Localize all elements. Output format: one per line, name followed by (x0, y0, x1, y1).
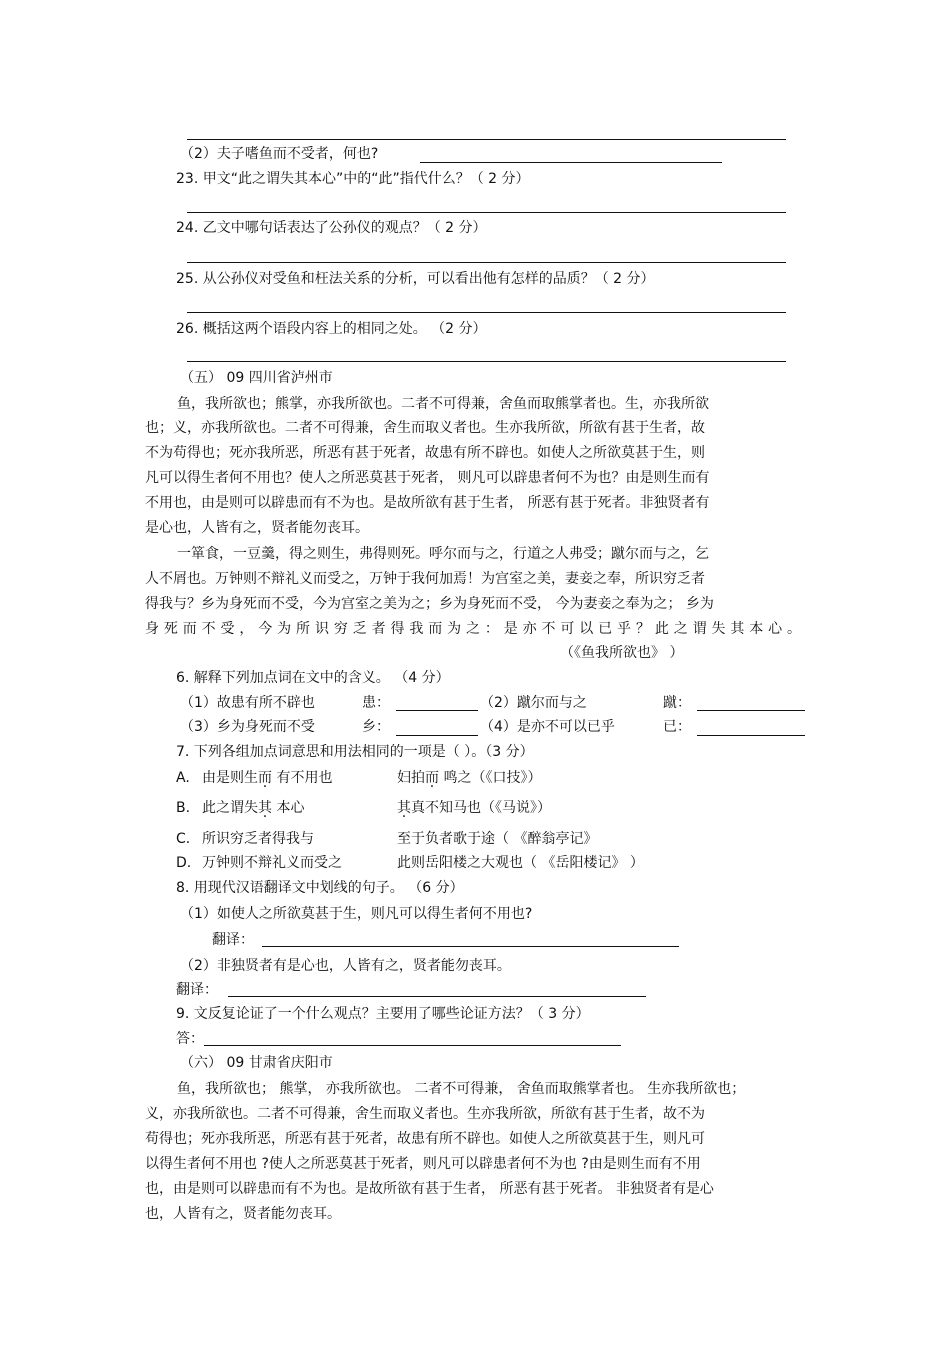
answer-line-25[interactable] (187, 312, 786, 313)
answer-line-24[interactable] (187, 262, 786, 263)
option-7-a-2-dotted: 而 (425, 770, 439, 786)
question-9-label: 答： (176, 1031, 204, 1047)
option-7-a-1-post: 有不用也 (272, 770, 333, 786)
passage-5-line-1: 鱼，我所欲也；熊掌，亦我所欲也。二者不可得兼，舍鱼而取熊掌者也。生，亦我所欲 (177, 396, 709, 412)
question-6-4: （4）是亦不可以已乎 (480, 719, 615, 735)
question-25: 25. 从公孙仪对受鱼和枉法关系的分析，可以看出他有怎样的品质？（ 2 分） (176, 271, 655, 287)
question-6-3-label: 乡： (362, 719, 390, 735)
option-7-b-1-post: 本心 (272, 800, 305, 816)
passage-5-source: （《鱼我所欲也》 ） (560, 645, 684, 661)
passage-5-line-2: 也；义，亦我所欲也。二者不可得兼，舍生而取义者也。生亦我所欲，所欲有甚于生者，故 (145, 420, 705, 436)
passage-5-line-5: 不用也，由是则可以辟患而有不为也。是故所欲有甚于生者， 所恶有甚于死者。非独贤者有 (145, 495, 710, 511)
answer-line-22-2[interactable] (420, 162, 722, 163)
option-7-d-2: 此则岳阳楼之大观也（ 《岳阳楼记》 ） (397, 855, 644, 871)
answer-line-6-1[interactable] (396, 710, 478, 711)
question-6-1-text: （1）故患有所不辟也 (180, 695, 315, 711)
answer-line-6-2[interactable] (697, 710, 805, 711)
option-7-b-2-post: 真不知马也（《马说》） (411, 800, 551, 816)
option-7-d-label: D. (176, 855, 192, 871)
answer-line-26[interactable] (187, 361, 786, 362)
passage-5-line-4: 凡可以得生者何不用也？使人之所恶莫甚于死者， 则凡可以辟患者何不为也？由是则生而有 (145, 470, 710, 486)
option-7-a-2 (397, 769, 541, 787)
question-8-2: （2）非独贤者有是心也，人皆有之，贤者能勿丧耳。 (180, 958, 511, 974)
question-24: 24. 乙文中哪句话表达了公孙仪的观点？（ 2 分） (176, 220, 487, 236)
option-7-a-2-post: 鸣之（《口技》） (439, 770, 542, 786)
passage-5-p2-line-1: 一箪食，一豆羹，得之则生，弗得则死。呼尔而与之，行道之人弗受；蹴尔而与之，乞 (177, 546, 709, 562)
option-7-b-1 (202, 799, 304, 817)
passage-5-p2-line-3: 得我与？乡为身死而不受，今为宫室之美为之；乡为身死而不受， 今为妻妾之奉为之； 乡为 (145, 596, 714, 612)
question-6-3: （3）乡为身死而不受 (180, 719, 315, 735)
question-8: 8. 用现代汉语翻译文中划线的句子。 （6 分） (176, 880, 464, 896)
passage-6-line-6: 也，人皆有之，贤者能勿丧耳。 (145, 1206, 341, 1222)
answer-line-8-1[interactable] (262, 946, 679, 947)
passage-5-line-3: 不为苟得也；死亦我所恶，所恶有甚于死者，故患有所不辟也。如使人之所欲莫甚于生，则 (145, 445, 705, 461)
option-7-b-2-dotted: 其 (397, 800, 411, 816)
passage-5-line-6: 是心也，人皆有之，贤者能勿丧耳。 (145, 520, 369, 536)
answer-line-9[interactable] (204, 1045, 621, 1046)
question-22-2 (180, 145, 378, 163)
question-6-2: （2）蹴尔而与之 (480, 695, 587, 711)
option-7-b-1-dotted: 其 (258, 800, 272, 816)
answer-line-6-4[interactable] (697, 735, 805, 736)
answer-line-8-2[interactable] (228, 996, 646, 997)
section-6-heading: （六） 09 甘肃省庆阳市 (180, 1055, 333, 1071)
question-8-2-label: 翻译： (176, 982, 218, 998)
passage-6-line-2: 义，亦我所欲也。二者不可得兼，舍生而取义者也。生亦我所欲，所欲有甚于生者，故不为 (145, 1106, 705, 1122)
passage-6-line-1: 鱼，我所欲也； 熊掌， 亦我所欲也。 二者不可得兼， 舍鱼而取熊掌者也。 生亦我所欲也； (177, 1081, 746, 1097)
passage-6-line-4: 以得生者何不用也 ?使人之所恶莫甚于死者，则凡可以辟患者何不为也 ?由是则生而有不用 (145, 1156, 701, 1172)
option-7-a-2-pre: 妇拍 (397, 770, 425, 786)
option-7-b-label: B. (176, 800, 191, 816)
question-22-2-text: （2）夫子嗜鱼而不受者，何也? (180, 146, 379, 162)
answer-line-22-1[interactable] (187, 139, 786, 140)
question-8-1: （1）如使人之所欲莫甚于生，则凡可以得生者何不用也? (180, 906, 533, 922)
option-7-a-1-pre: 由是则生 (202, 770, 258, 786)
passage-5-p2-line-2: 人不屑也。万钟则不辩礼义而受之，万钟于我何加焉！为宫室之美，妻妾之奉，所识穷乏者 (145, 571, 705, 587)
question-6-4-label: 已： (663, 719, 691, 735)
question-26: 26. 概括这两个语段内容上的相同之处。 （2 分） (176, 321, 487, 337)
passage-6-line-5: 也，由是则可以辟患而有不为也。是故所欲有甚于生者， 所恶有甚于死者。 非独贤者有是心 (145, 1181, 714, 1197)
question-6-1-label: 患： (362, 695, 390, 711)
question-7: 7. 下列各组加点词意思和用法相同的一项是（ ）。（3 分） (176, 744, 534, 760)
option-7-c-2: 至于负者歌于途（ 《醉翁亭记》 (397, 831, 598, 847)
option-7-b-2 (397, 799, 551, 817)
passage-6-line-3: 苟得也；死亦我所恶，所恶有甚于死者，故患有所不辟也。如使人之所欲莫甚于生，则凡可 (145, 1131, 705, 1147)
option-7-a-1-dotted: 而 (258, 770, 272, 786)
question-23: 23. 甲文“此之谓失其本心”中的“此”指代什么？（ 2 分） (176, 171, 530, 187)
question-6-1 (180, 694, 315, 712)
question-6: 6. 解释下列加点词在文中的含义。 （4 分） (176, 670, 450, 686)
option-7-a-1 (202, 769, 332, 787)
section-5-heading: （五） 09 四川省泸州市 (180, 370, 333, 386)
option-7-c-label: C. (176, 831, 191, 847)
passage-5-p2-line-4: 身死而不受，今为所识穷乏者得我而为之：是亦不可以已乎？此之谓失其本心。 (145, 621, 801, 637)
question-9: 9. 文反复论证了一个什么观点？主要用了哪些论证方法？（ 3 分） (176, 1006, 590, 1022)
option-7-b-1-pre: 此之谓失 (202, 800, 258, 816)
option-7-d-1: 万钟则不辩礼义而受之 (202, 855, 342, 871)
option-7-a-label: A. (176, 770, 190, 786)
answer-line-6-3[interactable] (396, 735, 478, 736)
question-8-1-label: 翻译： (212, 932, 254, 948)
answer-line-23[interactable] (187, 212, 786, 213)
question-6-2-label: 蹴： (663, 695, 691, 711)
option-7-c-1: 所识穷乏者得我与 (202, 831, 314, 847)
